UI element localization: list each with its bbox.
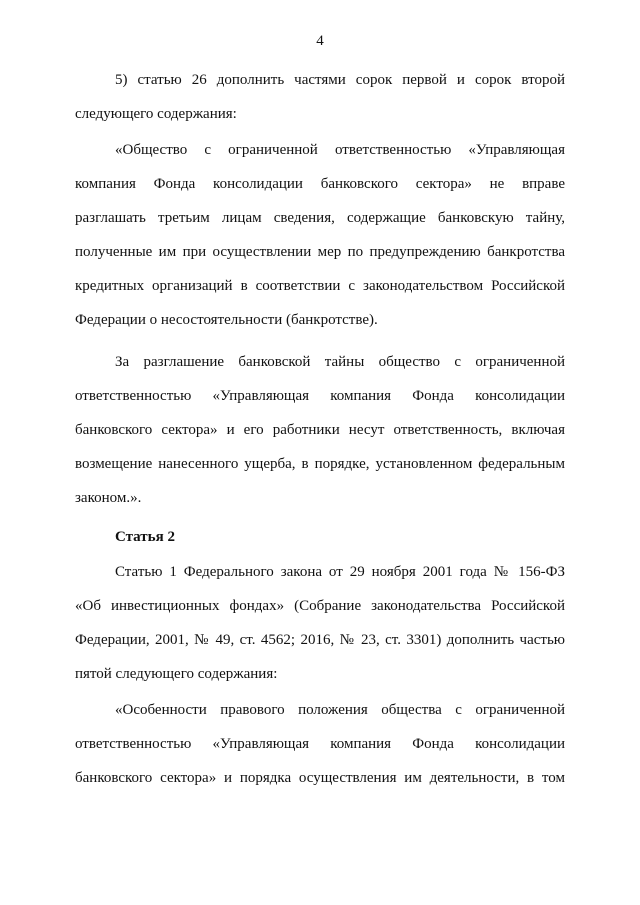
text-line: возмещение нанесенного ущерба, в порядке, установленном федеральным <box>75 456 565 472</box>
text-line: компания Фонда консолидации банковского сектора» не вправе <box>75 176 565 192</box>
text-line: Федерации о несостоятельности (банкротстве). <box>75 312 378 328</box>
text-line: банковского сектора» и порядка осуществления им деятельности, в том <box>75 770 565 786</box>
text-line: «Об инвестиционных фондах» (Собрание законодательства Российской <box>75 598 565 614</box>
paragraph-amendment-item-5 <box>75 63 565 131</box>
page-number: 4 <box>316 33 324 49</box>
article-2-heading: Статья 2 <box>115 529 175 545</box>
text-line: «Общество с ограниченной ответственностью «Управляющая <box>115 142 565 158</box>
text-line: «Особенности правового положения общества с ограниченной <box>115 702 565 718</box>
text-line: Статью 1 Федерального закона от 29 ноября 2001 года № 156-ФЗ <box>115 564 565 580</box>
text-line: Федерации, 2001, № 49, ст. 4562; 2016, № 23, ст. 3301) дополнить частью <box>75 632 565 648</box>
text-line: банковского сектора» и его работники несут ответственность, включая <box>75 422 565 438</box>
paragraph-article-2 <box>75 555 565 691</box>
text-line: За разглашение банковской тайны общество с ограниченной <box>115 354 565 370</box>
text-line: ответственностью «Управляющая компания Фонда консолидации <box>75 736 565 752</box>
text-line: 5) статью 26 дополнить частями сорок первой и сорок второй <box>115 72 565 88</box>
text-line: законом.». <box>75 490 142 506</box>
paragraph-quoted-part-42 <box>75 345 565 515</box>
text-line: пятой следующего содержания: <box>75 666 278 682</box>
text-line: разглашать третьим лицам сведения, содержащие банковскую тайну, <box>75 210 565 226</box>
text-line: ответственностью «Управляющая компания Фонда консолидации <box>75 388 565 404</box>
text-line: полученные им при осуществлении мер по предупреждению банкротства <box>75 244 565 260</box>
text-line: кредитных организаций в соответствии с законодательством Российской <box>75 278 565 294</box>
article-heading <box>75 520 565 554</box>
paragraph-quoted-part-41 <box>75 133 565 337</box>
text-line: следующего содержания: <box>75 106 237 122</box>
paragraph-quoted-part-5 <box>75 693 565 795</box>
